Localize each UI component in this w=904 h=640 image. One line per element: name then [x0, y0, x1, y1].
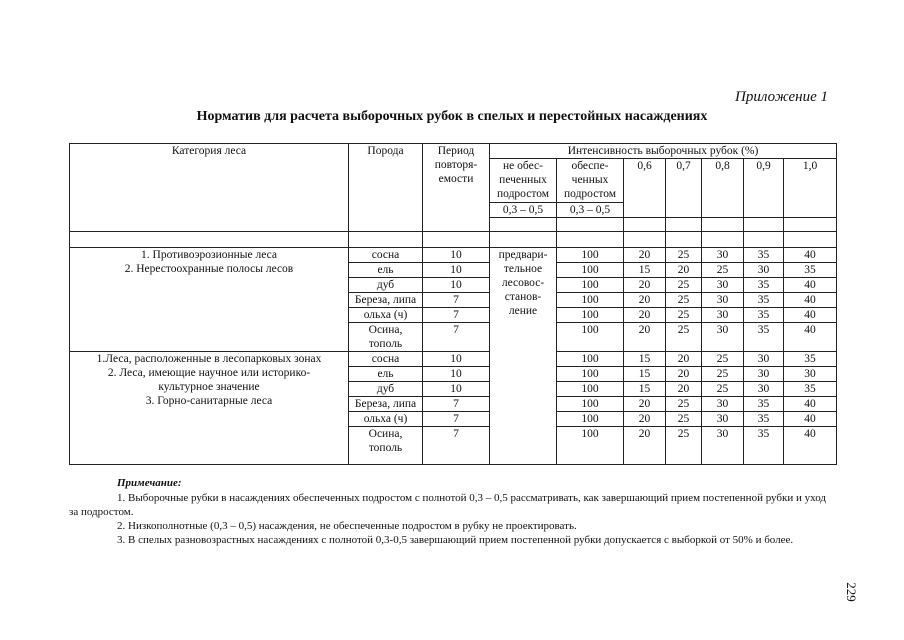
- empty-cell: [666, 218, 702, 232]
- cell-line: подростом: [497, 188, 549, 200]
- provided-cell: 100: [557, 293, 624, 308]
- header-range-not-provided: 0,3 – 0,5: [490, 203, 557, 218]
- intensity-value: 25: [666, 397, 702, 412]
- page-title: Норматив для расчета выборочных рубок в спелых и перестойных насаждениях: [196, 109, 708, 124]
- period-cell: 7: [423, 323, 490, 352]
- category-line: 1. Противоэрозионные леса: [141, 249, 277, 261]
- intensity-value: 25: [702, 367, 744, 382]
- notes-section: [69, 476, 826, 547]
- intensity-value: 35: [744, 397, 784, 412]
- cell-line: ченных: [571, 174, 609, 186]
- intensity-value: 15: [624, 352, 666, 367]
- cell-line: подростом: [564, 188, 616, 200]
- species-cell: Береза, липа: [349, 293, 423, 308]
- period-cell: 10: [423, 382, 490, 397]
- provided-cell: 100: [557, 323, 624, 352]
- intensity-value: 25: [666, 293, 702, 308]
- intensity-value: 20: [624, 397, 666, 412]
- provided-cell: 100: [557, 397, 624, 412]
- intensity-value: 30: [702, 397, 744, 412]
- period-cell: 7: [423, 412, 490, 427]
- provided-cell: 100: [557, 263, 624, 278]
- intensity-value: 35: [744, 278, 784, 293]
- intensity-value: 35: [744, 412, 784, 427]
- period-cell: 10: [423, 263, 490, 278]
- species-cell: [349, 427, 423, 465]
- period-cell: 7: [423, 427, 490, 465]
- intensity-value: 30: [702, 278, 744, 293]
- empty-cell: [784, 218, 837, 232]
- provided-cell: 100: [557, 382, 624, 397]
- period-cell: 7: [423, 308, 490, 323]
- period-cell: 10: [423, 248, 490, 263]
- provided-cell: 100: [557, 412, 624, 427]
- cell-line: Период: [437, 145, 475, 157]
- empty-cell: [490, 232, 557, 248]
- cell-line: тополь: [368, 338, 403, 350]
- intensity-value: 35: [744, 248, 784, 263]
- header-intensity: Интенсивность выборочных рубок (%): [490, 144, 837, 159]
- period-cell: 10: [423, 352, 490, 367]
- empty-cell: [744, 218, 784, 232]
- intensity-value: 40: [784, 412, 837, 427]
- category-line: 3. Горно-санитарные леса: [145, 395, 273, 407]
- cell-line: Осина,: [368, 428, 403, 440]
- appendix-label: Приложение 1: [735, 89, 828, 105]
- intensity-value: 25: [666, 412, 702, 427]
- norm-table: [69, 143, 837, 465]
- empty-cell: [557, 232, 624, 248]
- period-cell: 7: [423, 293, 490, 308]
- intensity-value: 30: [702, 308, 744, 323]
- intensity-value: 25: [666, 323, 702, 352]
- empty-cell: [744, 232, 784, 248]
- cell-line: тополь: [368, 442, 403, 454]
- header-not-provided: [490, 159, 557, 203]
- period-cell: 10: [423, 367, 490, 382]
- intensity-value: 20: [624, 278, 666, 293]
- intensity-value: 40: [784, 248, 837, 263]
- species-cell: [349, 323, 423, 352]
- page-number: 229: [843, 582, 859, 602]
- intensity-value: 25: [666, 248, 702, 263]
- provided-cell: 100: [557, 248, 624, 263]
- species-cell: дуб: [349, 382, 423, 397]
- header-range-provided: 0,3 – 0,5: [557, 203, 624, 218]
- cell-line: не обес-: [503, 160, 543, 172]
- preliminary-cell: [490, 248, 557, 465]
- provided-cell: 100: [557, 367, 624, 382]
- intensity-value: 30: [784, 367, 837, 382]
- intensity-value: 35: [784, 352, 837, 367]
- table-row: [70, 352, 837, 367]
- provided-cell: 100: [557, 352, 624, 367]
- header-density: 0,9: [744, 159, 784, 218]
- note-item-2: 2. Низкополнотные (0,3 – 0,5) насаждения, не обеспеченные подростом в рубку не проектировать.: [117, 520, 577, 532]
- empty-cell: [349, 232, 423, 248]
- intensity-value: 20: [624, 427, 666, 465]
- intensity-value: 20: [666, 263, 702, 278]
- cell-line: тельное: [503, 263, 543, 275]
- intensity-value: 25: [666, 308, 702, 323]
- species-cell: сосна: [349, 248, 423, 263]
- notes-heading: Примечание:: [117, 477, 182, 489]
- cell-line: повторя-: [434, 159, 478, 171]
- intensity-value: 20: [624, 308, 666, 323]
- intensity-value: 20: [666, 382, 702, 397]
- empty-cell: [423, 232, 490, 248]
- header-provided: [557, 159, 624, 203]
- intensity-value: 35: [744, 308, 784, 323]
- note-item-1: 1. Выборочные рубки в насаждениях обеспеченных подростом с полнотой 0,3 – 0,5 рассматривать, как завершающий прием постепенной рубки и уход за подростом.: [69, 492, 826, 518]
- intensity-value: 15: [624, 382, 666, 397]
- empty-cell: [666, 232, 702, 248]
- species-cell: дуб: [349, 278, 423, 293]
- intensity-value: 15: [624, 367, 666, 382]
- intensity-value: 35: [744, 427, 784, 465]
- empty-cell: [702, 218, 744, 232]
- empty-cell: [557, 218, 624, 232]
- header-density: 0,6: [624, 159, 666, 218]
- intensity-value: 20: [624, 248, 666, 263]
- intensity-value: 30: [744, 263, 784, 278]
- header-density: 1,0: [784, 159, 837, 218]
- header-density: 0,8: [702, 159, 744, 218]
- table-row: [70, 144, 837, 159]
- species-cell: сосна: [349, 352, 423, 367]
- intensity-value: 25: [702, 382, 744, 397]
- intensity-value: 30: [702, 293, 744, 308]
- intensity-value: 25: [666, 427, 702, 465]
- species-cell: ель: [349, 263, 423, 278]
- intensity-value: 20: [624, 323, 666, 352]
- category-line: 2. Леса, имеющие научное или историко-: [107, 367, 311, 379]
- intensity-value: 40: [784, 308, 837, 323]
- cell-line: лесовос-: [501, 277, 545, 289]
- empty-cell: [624, 232, 666, 248]
- intensity-value: 20: [666, 367, 702, 382]
- cell-line: Осина,: [368, 324, 403, 336]
- header-period: [423, 144, 490, 232]
- intensity-value: 30: [702, 248, 744, 263]
- intensity-value: 30: [744, 367, 784, 382]
- category-line: 1.Леса, расположенные в лесопарковых зонах: [96, 353, 322, 365]
- category-line: культурное значение: [158, 381, 260, 393]
- intensity-value: 40: [784, 397, 837, 412]
- empty-cell: [624, 218, 666, 232]
- note-item-3: 3. В спелых разновозрастных насаждениях с полнотой 0,3-0,5 завершающий прием постепенной рубки допускается с выборкой от 50% и более.: [117, 534, 794, 546]
- intensity-value: 25: [702, 263, 744, 278]
- intensity-value: 20: [666, 352, 702, 367]
- species-cell: Береза, липа: [349, 397, 423, 412]
- empty-cell: [702, 232, 744, 248]
- intensity-value: 25: [702, 352, 744, 367]
- header-species: Порода: [349, 144, 423, 232]
- empty-cell: [490, 218, 557, 232]
- intensity-value: 35: [784, 382, 837, 397]
- intensity-value: 35: [744, 323, 784, 352]
- intensity-value: 40: [784, 293, 837, 308]
- table-row: [70, 232, 837, 248]
- intensity-value: 40: [784, 427, 837, 465]
- intensity-value: 15: [624, 263, 666, 278]
- empty-cell: [70, 232, 349, 248]
- intensity-value: 30: [744, 352, 784, 367]
- category-cell: [70, 248, 349, 352]
- intensity-value: 20: [624, 412, 666, 427]
- cell-line: печенных: [499, 174, 547, 186]
- intensity-value: 30: [702, 412, 744, 427]
- category-cell: [70, 352, 349, 465]
- empty-cell: [784, 232, 837, 248]
- cell-line: ление: [508, 305, 538, 317]
- provided-cell: 100: [557, 427, 624, 465]
- intensity-value: 35: [744, 293, 784, 308]
- intensity-value: 25: [666, 278, 702, 293]
- header-density: 0,7: [666, 159, 702, 218]
- norm-table-body: [70, 144, 837, 465]
- cell-line: емости: [438, 173, 474, 185]
- intensity-value: 40: [784, 278, 837, 293]
- period-cell: 10: [423, 278, 490, 293]
- cell-line: обеспе-: [571, 160, 609, 172]
- species-cell: ель: [349, 367, 423, 382]
- provided-cell: 100: [557, 308, 624, 323]
- intensity-value: 20: [624, 293, 666, 308]
- category-line: 2. Нерестоохранные полосы лесов: [124, 263, 294, 275]
- cell-line: станов-: [504, 291, 542, 303]
- intensity-value: 30: [702, 427, 744, 465]
- header-category: Категория леса: [70, 144, 349, 232]
- period-cell: 7: [423, 397, 490, 412]
- cell-line: предвари-: [498, 249, 548, 261]
- intensity-value: 30: [702, 323, 744, 352]
- table-row: [70, 248, 837, 263]
- provided-cell: 100: [557, 278, 624, 293]
- species-cell: ольха (ч): [349, 308, 423, 323]
- intensity-value: 35: [784, 263, 837, 278]
- species-cell: ольха (ч): [349, 412, 423, 427]
- intensity-value: 30: [744, 382, 784, 397]
- intensity-value: 40: [784, 323, 837, 352]
